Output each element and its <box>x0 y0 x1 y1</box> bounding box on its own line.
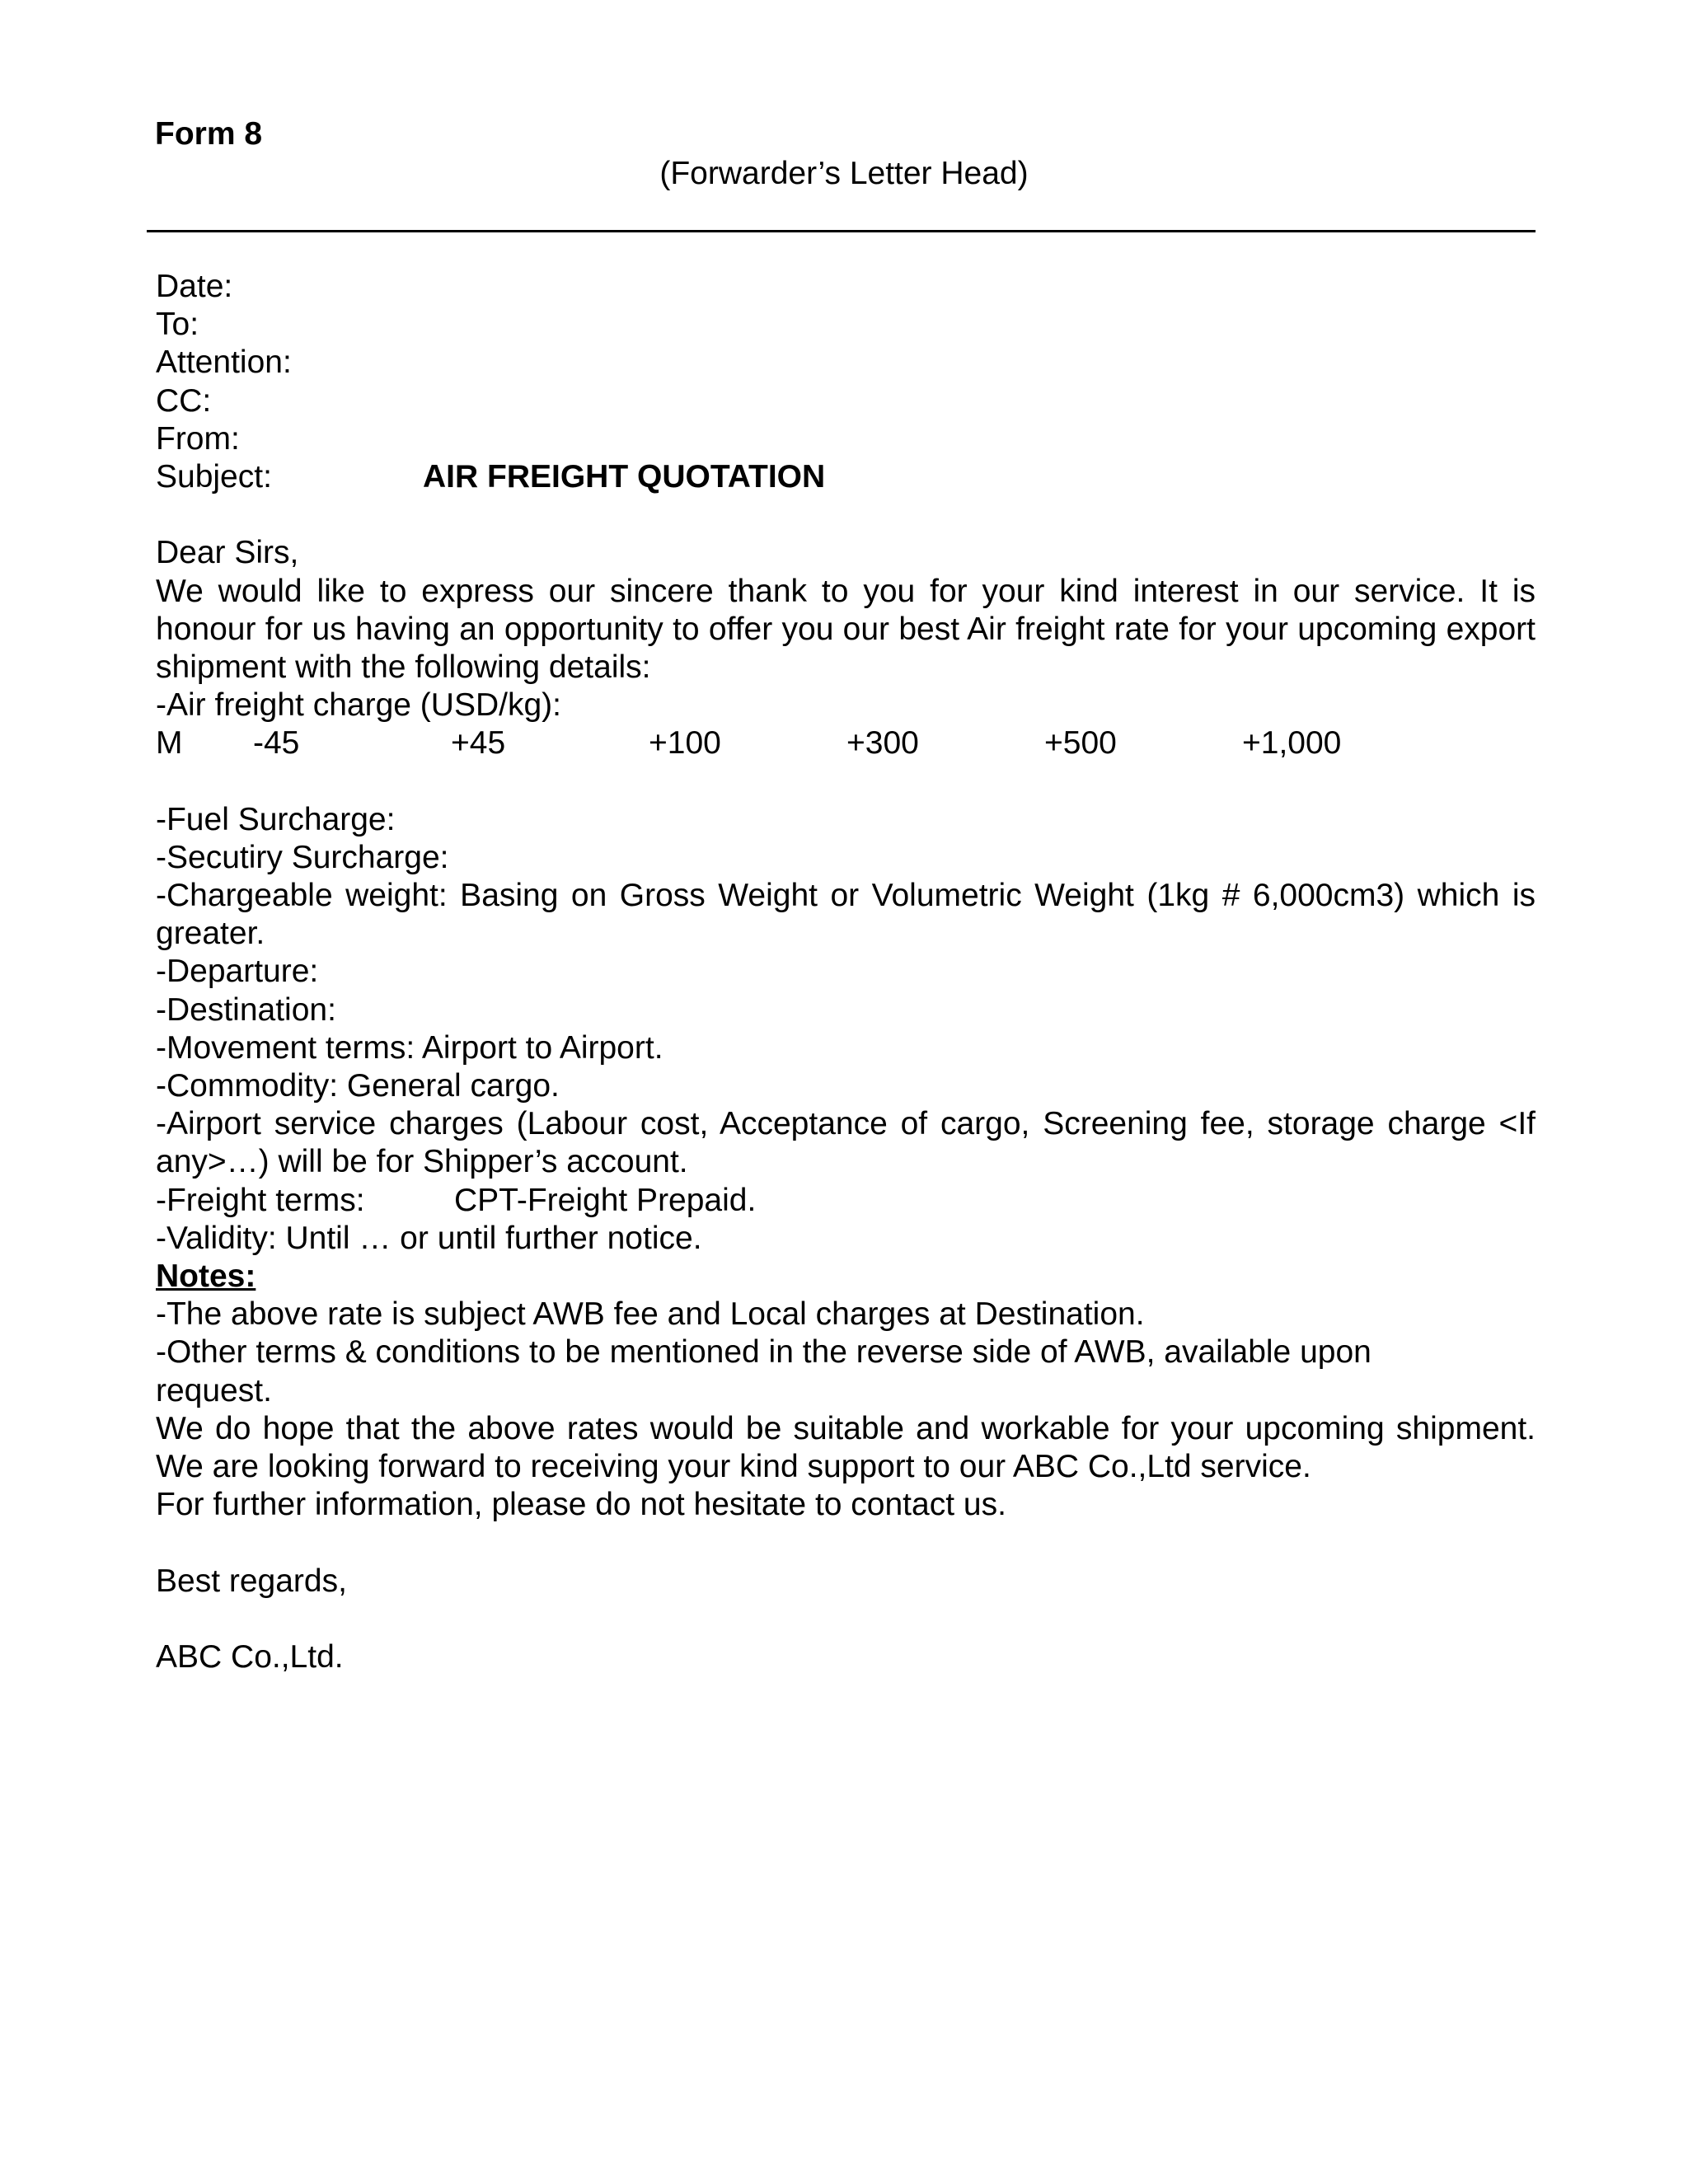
spacer <box>156 496 1536 534</box>
greeting: Dear Sirs, <box>156 535 299 571</box>
spacer <box>156 1524 1536 1562</box>
fuel-surcharge: -Fuel Surcharge: <box>156 801 396 837</box>
freight-terms-value: CPT-Freight Prepaid. <box>454 1182 757 1218</box>
further-info: For further information, please do not hesitate to contact us. <box>156 1487 1006 1523</box>
rate-tier-plus500: +500 <box>1044 725 1117 762</box>
rate-tier-plus45: +45 <box>451 725 506 762</box>
spacer <box>156 762 1536 800</box>
form-label: Form 8 <box>155 116 263 152</box>
closing-paragraph: We do hope that the above rates would be suitable and workable for your upcoming shipment. We are looking forward to receiving your kind support to our ABC Co.,Ltd service. <box>156 1410 1536 1484</box>
rate-tier-plus100: +100 <box>649 725 721 762</box>
validity: -Validity: Until … or until further notice. <box>156 1220 702 1256</box>
freight-terms-row <box>156 1182 1536 1220</box>
notes-label: Notes: <box>156 1258 256 1294</box>
note-awb-fee: -The above rate is subject AWB fee and Local charges at Destination. <box>156 1296 1145 1333</box>
from-field: From: <box>156 420 240 457</box>
freight-terms-label: -Freight terms: <box>156 1182 365 1218</box>
to-field: To: <box>156 307 199 343</box>
rate-tier-plus300: +300 <box>846 725 919 762</box>
airport-service-charges: -Airport service charges (Labour cost, Acceptance of cargo, Screening fee, storage charge <If any>…) will be for Shipper’s account. <box>156 1106 1536 1180</box>
spacer <box>156 1601 1536 1638</box>
security-surcharge: -Secutiry Surcharge: <box>156 839 449 875</box>
notes-heading <box>156 1258 1536 1296</box>
note-terms-line-2: request. <box>156 1372 272 1408</box>
rate-tier-plus1000: +1,000 <box>1242 725 1342 762</box>
signature: ABC Co.,Ltd. <box>156 1638 344 1675</box>
note-terms-line-1: -Other terms & conditions to be mentioned in the reverse side of AWB, available upon <box>156 1334 1372 1371</box>
chargeable-weight: -Chargeable weight: Basing on Gross Weight or Volumetric Weight (1kg # 6,000cm3) which is greater. <box>156 878 1536 952</box>
rate-tiers-row <box>156 724 1536 762</box>
cc-field: CC: <box>156 382 212 419</box>
movement-terms: -Movement terms: Airport to Airport. <box>156 1029 663 1066</box>
air-freight-charge: -Air freight charge (USD/kg): <box>156 687 561 724</box>
date-field: Date: <box>156 269 233 304</box>
intro-paragraph: We would like to express our sincere thank to you for your kind interest in our service. It is honour for us having an opportunity to offer you our best Air freight rate for your upcoming export shipment with the following details: <box>156 573 1536 685</box>
subject-label: Subject: <box>156 458 272 494</box>
commodity: -Commodity: General cargo. <box>156 1068 560 1104</box>
rate-tier-min: M <box>156 725 183 762</box>
regards: Best regards, <box>156 1563 347 1599</box>
letterhead-placeholder: (Forwarder’s Letter Head) <box>659 156 1029 191</box>
letter-body <box>156 268 1536 1676</box>
subject-row <box>156 458 1536 496</box>
departure: -Departure: <box>156 954 319 990</box>
attention-field: Attention: <box>156 344 292 381</box>
subject-value: AIR FREIGHT QUOTATION <box>423 458 826 494</box>
header-divider <box>147 230 1536 232</box>
rate-tier-minus45: -45 <box>253 725 300 762</box>
destination: -Destination: <box>156 991 336 1028</box>
